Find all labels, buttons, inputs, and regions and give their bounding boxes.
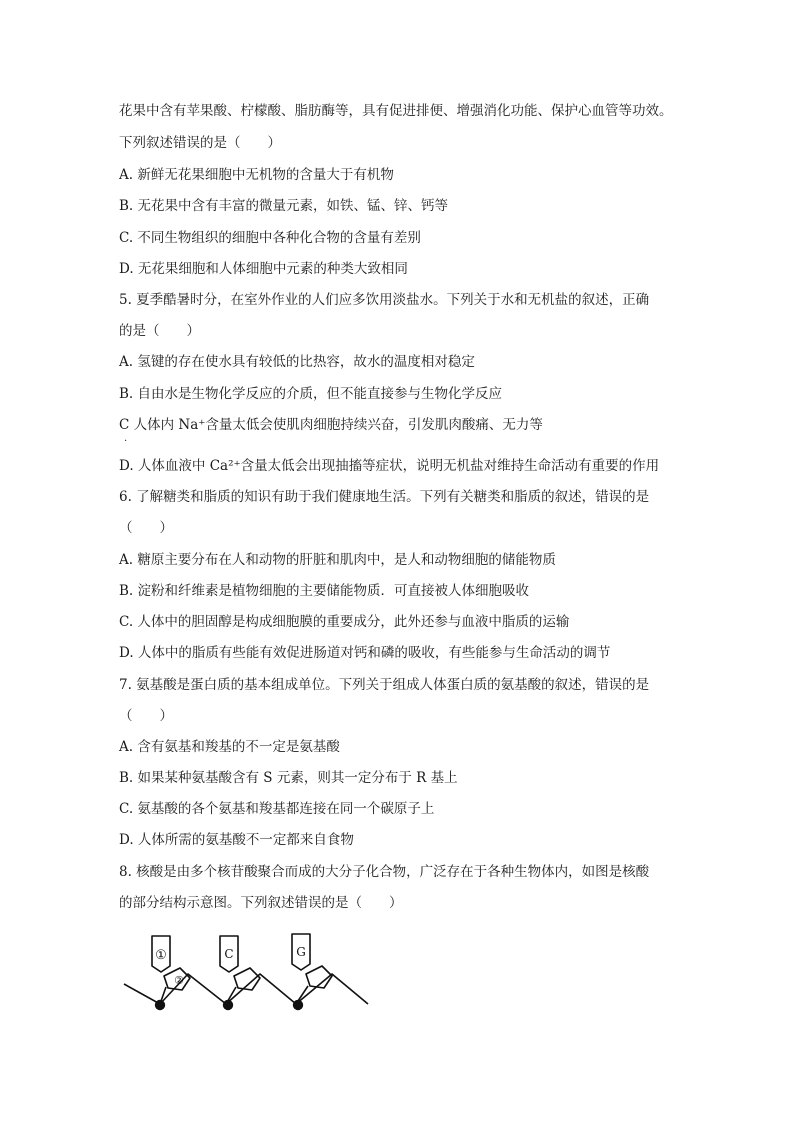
q5-option-c: C 人体内 Na⁺含量太低会使肌肉细胞持续兴奋，引发肌肉酸痛、无力等 xyxy=(119,417,543,433)
q5-stray-dot: . xyxy=(124,433,128,444)
phosphate-dot-2 xyxy=(223,1000,233,1010)
q5-option-a: A. 氢键的存在使水具有较低的比热容，故水的温度相对稳定 xyxy=(119,354,475,370)
q6-option-b: B. 淀粉和纤维素是植物细胞的主要储能物质．可直接被人体细胞吸收 xyxy=(119,583,530,599)
q6-stem-line2: （ ） xyxy=(119,520,173,536)
phosphate-dot-1 xyxy=(155,1000,165,1010)
q4-stem-line2: 下列叙述错误的是（ ） xyxy=(119,135,281,151)
q4-option-a: A. 新鲜无花果细胞中无机物的含量大于有机物 xyxy=(119,167,394,183)
q7-option-a: A. 含有氨基和羧基的不一定是氨基酸 xyxy=(119,739,340,755)
q7-option-d: D. 人体所需的氨基酸不一定都来自食物 xyxy=(119,832,354,848)
phosphate-dot-3 xyxy=(293,1000,303,1010)
q5-option-b: B. 自由水是生物化学反应的介质，但不能直接参与生物化学反应 xyxy=(119,386,503,402)
q7-stem-line1: 7. 氨基酸是蛋白质的基本组成单位。下列关于组成人体蛋白质的氨基酸的叙述，错误的是 xyxy=(119,677,650,693)
label-2: ② xyxy=(174,974,184,987)
q4-stem-line1: 花果中含有苹果酸、柠檬酸、脂肪酶等，具有促进排便、增强消化功能、保护心血管等功效。 xyxy=(119,103,673,119)
q5-stem-line2: 的是（ ） xyxy=(119,323,200,339)
q6-stem-line1: 6. 了解糖类和脂质的知识有助于我们健康地生活。下列有关糖类和脂质的叙述，错误的是 xyxy=(119,489,650,505)
q4-option-c: C. 不同生物组织的细胞中各种化合物的含量有差别 xyxy=(119,230,421,246)
q7-option-c: C. 氨基酸的各个氨基和羧基都连接在同一个碳原子上 xyxy=(119,801,435,817)
q5-option-d: D. 人体血液中 Ca²⁺含量太低会出现抽搐等症状，说明无机盐对维持生命活动有重要的作用 xyxy=(119,458,660,474)
q7-option-b: B. 如果某种氨基酸含有 S 元素，则其一定分布于 R 基上 xyxy=(119,770,458,786)
q7-stem-line2: （ ） xyxy=(119,708,173,724)
q6-option-d: D. 人体中的脂质有些能有效促进肠道对钙和磷的吸收，有些能参与生命活动的调节 xyxy=(119,645,611,661)
q4-option-b: B. 无花果中含有丰富的微量元素，如铁、锰、锌、钙等 xyxy=(119,198,449,214)
sugar-2-shape xyxy=(234,968,260,990)
q6-option-c: C. 人体中的胆固醇是构成细胞膜的重要成分，此外还参与血液中脂质的运输 xyxy=(119,614,570,630)
q8-stem-line1: 8. 核酸是由多个核苷酸聚合而成的大分子化合物，广泛存在于各种生物体内，如图是核酸 xyxy=(119,864,650,880)
q8-stem-line2: 的部分结构示意图。下列叙述错误的是（ ） xyxy=(119,895,403,911)
q5-stem-line1: 5. 夏季酷暑时分，在室外作业的人们应多饮用淡盐水。下列关于水和无机盐的叙述，正确 xyxy=(119,292,650,308)
q4-option-d: D. 无花果细胞和人体细胞中元素的种类大致相同 xyxy=(119,261,408,277)
label-base-c: C xyxy=(224,947,234,961)
label-base-g: G xyxy=(296,945,306,959)
nucleic-acid-diagram xyxy=(118,924,378,1024)
q6-option-a: A. 糖原主要分布在人和动物的肝脏和肌肉中，是人和动物细胞的储能物质 xyxy=(119,552,556,568)
label-1: ① xyxy=(155,948,167,963)
